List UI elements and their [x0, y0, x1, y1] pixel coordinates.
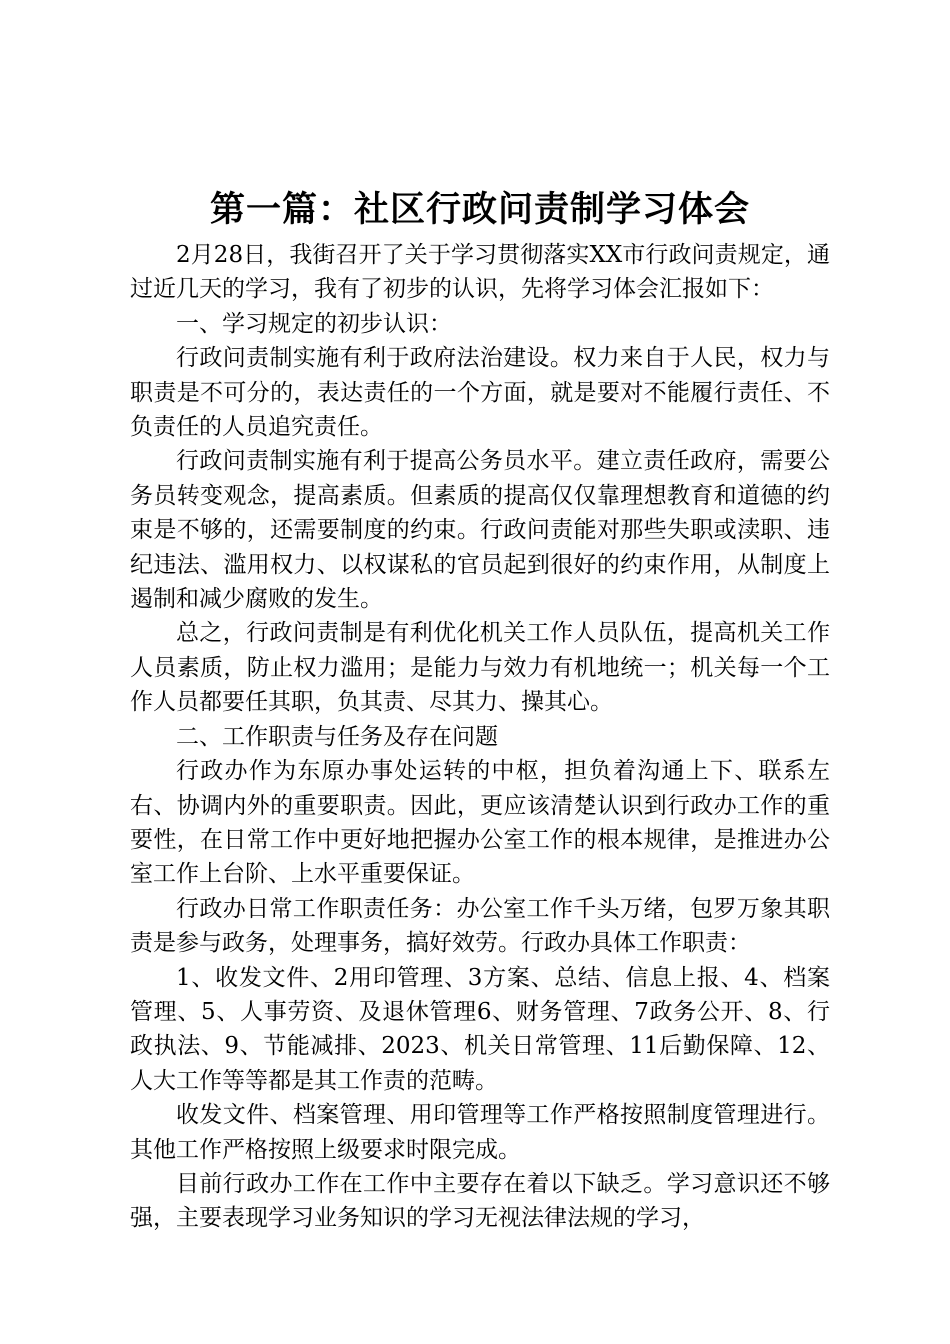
- section-heading-1: 一、学习规定的初步认识：: [176, 310, 452, 337]
- paragraph-management: 收发文件、档案管理、用印管理等工作严格按照制度管理进行。其他工作严格按照上级要求时限完成。: [130, 1102, 830, 1163]
- document-title: 第一篇：社区行政问责制学习体会: [209, 189, 750, 230]
- paragraph-summary: 总之，行政问责制是有利优化机关工作人员队伍，提高机关工作人员素质，防止权力滥用；是能力与效力有机地统一；机关每一个工作人员都要任其职，负其责、尽其力、操其心。: [130, 620, 830, 716]
- paragraph-intro: 2月28日，我街召开了关于学习贯彻落实XX市行政问责规定，通过近几天的学习，我有了初步的认识，先将学习体会汇报如下：: [130, 242, 830, 303]
- section-heading-2: 二、工作职责与任务及存在问题: [176, 723, 498, 750]
- document-page: [130, 188, 830, 1236]
- paragraph-shortcomings: 目前行政办工作在工作中主要存在着以下缺乏。学习意识还不够强，主要表现学习业务知识的学习无视法律法规的学习，: [130, 1170, 830, 1232]
- paragraph-duties: 行政办日常工作职责任务：办公室工作千头万绪，包罗万象其职责是参与政务，处理事务，搞好效劳。行政办具体工作职责：: [130, 895, 830, 957]
- paragraph-rule-of-law: 行政问责制实施有利于政府法治建设。权力来自于人民，权力与职责是不可分的，表达责任的一个方面，就是要对不能履行责任、不负责任的人员追究责任。: [130, 345, 830, 441]
- paragraph-duty-list: 1、收发文件、2用印管理、3方案、总结、信息上报、4、档案管理、5、人事劳资、及退休管理6、财务管理、7政务公开、8、行政执法、9、节能减排、2023、机关日常管理、11后勤保障、12、人大工作等等都是其工作责的范畴。: [130, 964, 830, 1094]
- paragraph-office-role: 行政办作为东原办事处运转的中枢，担负着沟通上下、联系左右、协调内外的重要职责。因此，更应该清楚认识到行政办工作的重要性，在日常工作中更好地把握办公室工作的根本规律，是推进办公室工作上台阶、上水平重要保证。: [130, 758, 830, 888]
- paragraph-civil-servants: 行政问责制实施有利于提高公务员水平。建立责任政府，需要公务员转变观念，提高素质。但素质的提高仅仅靠理想教育和道德的约束是不够的，还需要制度的约束。行政问责能对那些失职或渎职、违纪违法、滥用权力、以权谋私的官员起到很好的约束作用，从制度上遏制和减少腐败的发生。: [130, 448, 830, 613]
